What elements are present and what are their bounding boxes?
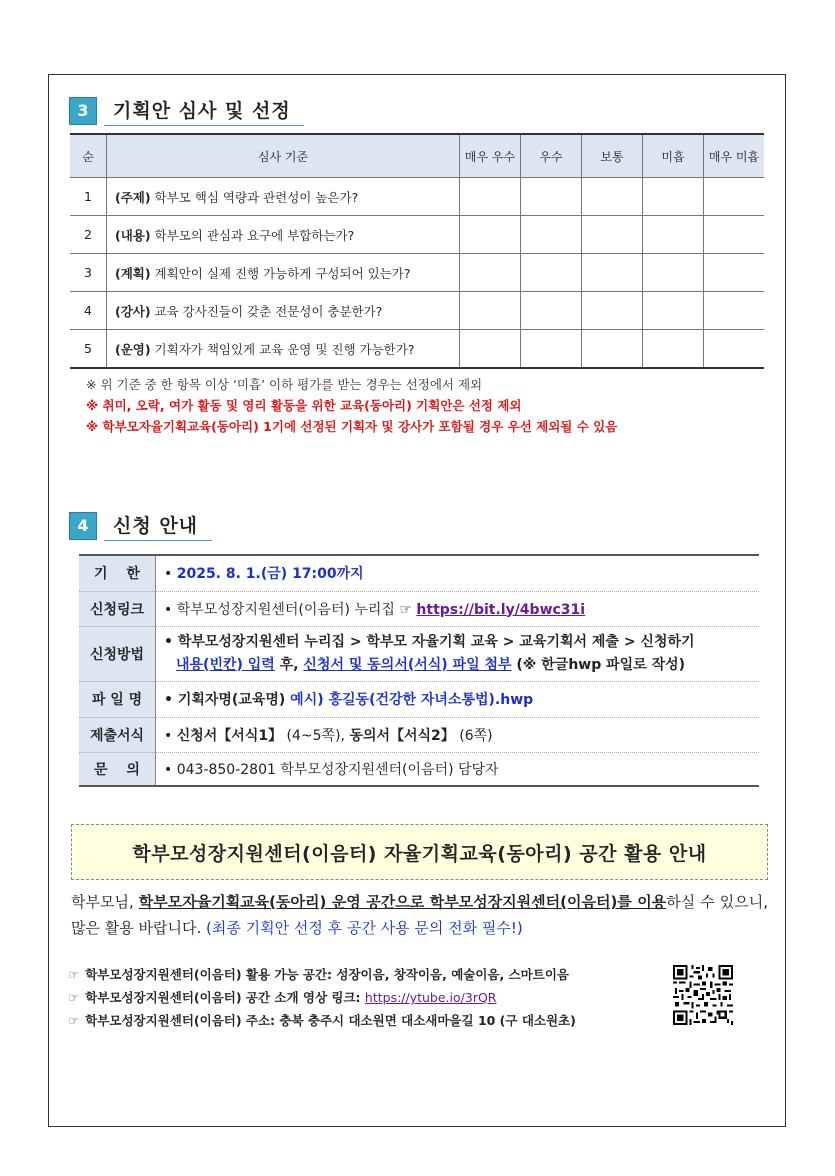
filename-example: 예시) 홍길동(건강한 자녀소통법).hwp: [290, 692, 534, 708]
list-item: [68, 1009, 576, 1032]
table-row: [79, 555, 759, 591]
method-note: (※ 한글hwp 파일로 작성): [511, 656, 686, 673]
pointing-hand-icon: ☞: [68, 990, 80, 1005]
section-underline: [104, 540, 212, 541]
section-underline: [104, 125, 304, 126]
section-number: 3: [69, 97, 97, 125]
rating-cell[interactable]: [643, 292, 704, 330]
rating-cell[interactable]: [704, 292, 765, 330]
evaluation-table: [70, 133, 764, 369]
note-item-warning: ※ 취미, 오락, 여가 활동 및 영리 활동을 위한 교육(동아리) 기획안은 선정 제외: [86, 398, 522, 413]
table-row: [79, 681, 759, 717]
method-text: 후,: [274, 656, 304, 673]
method-input-link: 내용(빈칸) 입력: [176, 656, 275, 673]
header-no: 순: [70, 134, 107, 178]
row-criterion: [107, 292, 460, 330]
selection-notes: [86, 374, 617, 437]
deadline-value: 2025. 8. 1.(금) 17:00까지: [176, 566, 364, 583]
rating-cell[interactable]: [643, 216, 704, 254]
criterion-tag: (계획): [115, 265, 151, 281]
list-item: [68, 986, 576, 1009]
qr-code-icon[interactable]: [673, 965, 733, 1025]
rating-cell[interactable]: [460, 254, 521, 292]
method-line1: 학부모성장지원센터 누리집 > 학부모 자율기획 교육 > 교육기획서 제출 > 신청하기: [177, 633, 695, 650]
note-item: ※ 위 기준 중 한 항목 이상 ‘미흡’ 이하 평가를 받는 경우는 선정에서 제외: [86, 377, 483, 392]
video-link[interactable]: https://ytube.io/3rQR: [364, 990, 497, 1005]
link-prefix: 학부모성장지원센터(이음터) 누리집 ☞: [176, 601, 417, 618]
rating-cell[interactable]: [582, 254, 643, 292]
rating-cell[interactable]: [460, 292, 521, 330]
info-value: 충북 충주시 대소원면 대소새마을길 10 (구 대소원초): [279, 1013, 576, 1028]
row-criterion: [107, 178, 460, 216]
criterion-tag: (내용): [115, 227, 151, 243]
rating-cell[interactable]: [460, 330, 521, 369]
rating-cell[interactable]: [582, 330, 643, 369]
section-title: 신청 안내: [113, 515, 199, 537]
row-criterion: [107, 330, 460, 369]
rating-cell[interactable]: [460, 178, 521, 216]
contact-value: 043-850-2801 학부모성장지원센터(이음터) 담당자: [176, 761, 499, 778]
table-row: [79, 591, 759, 626]
criterion-tag: (주제): [115, 189, 151, 205]
table-row: [70, 330, 764, 369]
row-number: 4: [70, 292, 107, 330]
space-guide-paragraph: [71, 889, 768, 941]
application-table: [79, 554, 759, 787]
row-number: 1: [70, 178, 107, 216]
space-info-list: [68, 963, 576, 1032]
criterion-text: 학부모의 관심과 요구에 부합하는가?: [150, 227, 355, 243]
row-value: • 학부모성장지원센터(이음터) 누리집 ☞ https://bit.ly/4bwc31i: [156, 591, 760, 626]
info-label: 학부모성장지원센터(이음터) 주소:: [85, 1013, 280, 1028]
row-value: • 신청서【서식1】 (4~5쪽), 동의서【서식2】 (6쪽): [156, 717, 760, 752]
criterion-text: 기획자가 책임있게 교육 운영 및 진행 가능한가?: [150, 341, 415, 357]
header-poor: 미흡: [643, 134, 704, 178]
rating-cell[interactable]: [521, 178, 582, 216]
info-value: 성장이음, 창작이음, 예술이음, 스마트이음: [336, 967, 569, 982]
pointing-hand-icon: ☞: [68, 967, 80, 982]
rating-cell[interactable]: [521, 330, 582, 369]
rating-cell[interactable]: [582, 178, 643, 216]
filename-format: 기획자명(교육명): [177, 692, 291, 708]
row-label: 제출서식: [79, 717, 156, 752]
row-number: 3: [70, 254, 107, 292]
rating-cell[interactable]: [521, 292, 582, 330]
row-criterion: [107, 216, 460, 254]
criterion-tag: (강사): [115, 303, 151, 319]
rating-cell[interactable]: [643, 254, 704, 292]
row-criterion: [107, 254, 460, 292]
row-label: 파 일 명: [79, 681, 156, 717]
rating-cell[interactable]: [521, 216, 582, 254]
row-label: 신청방법: [79, 626, 156, 681]
list-item: [68, 963, 576, 986]
pointing-hand-icon: ☞: [68, 1013, 80, 1028]
header-good: 우수: [521, 134, 582, 178]
row-label: 신청링크: [79, 591, 156, 626]
table-header-row: [70, 134, 764, 178]
rating-cell[interactable]: [643, 330, 704, 369]
method-attach-link: 신청서 및 동의서(서식) 파일 첨부: [303, 656, 512, 673]
table-row: [70, 292, 764, 330]
rating-cell[interactable]: [704, 178, 765, 216]
para-greeting: 학부모님,: [71, 893, 139, 911]
section-4-header: [69, 511, 206, 540]
criterion-text: 계획안이 실제 진행 가능하게 구성되어 있는가?: [150, 265, 411, 281]
header-very-poor: 매우 미흡: [704, 134, 765, 178]
header-excellent: 매우 우수: [460, 134, 521, 178]
form-2: 동의서【서식2】: [349, 727, 455, 744]
header-average: 보통: [582, 134, 643, 178]
table-row: [70, 254, 764, 292]
row-value: • 기획자명(교육명) 예시) 홍길동(건강한 자녀소통법).hwp: [156, 681, 760, 717]
table-row: [70, 178, 764, 216]
note-item-warning: ※ 학부모자율기획교육(동아리) 1기에 선정된 기획자 및 강사가 포함될 경우 우선 제외될 수 있음: [86, 419, 618, 434]
rating-cell[interactable]: [643, 178, 704, 216]
row-value: • 학부모성장지원센터 누리집 > 학부모 자율기획 교육 > 교육기획서 제출 > 신청하기 내용(빈칸) 입력 후, 신청서 및 동의서(서식) 파일 첨부 (※ 한글hwp 파일로 작성): [156, 626, 760, 681]
criterion-tag: (운영): [115, 341, 151, 357]
section-number: 4: [69, 512, 97, 540]
table-row: [79, 717, 759, 752]
para-emphasis: 학부모자율기획교육(동아리) 운영 공간으로 학부모성장지원센터(이음터)를 이용: [138, 893, 667, 911]
row-label: 기 한: [79, 555, 156, 591]
rating-cell[interactable]: [704, 254, 765, 292]
criterion-text: 교육 강사진들이 갖춘 전문성이 충분한가?: [150, 303, 383, 319]
criterion-text: 학부모 핵심 역량과 관련성이 높은가?: [150, 189, 359, 205]
rating-cell[interactable]: [521, 254, 582, 292]
form-1-pages: (4~5쪽),: [282, 727, 350, 744]
table-row: [79, 626, 759, 681]
application-link[interactable]: https://bit.ly/4bwc31i: [416, 601, 586, 618]
table-row: [70, 216, 764, 254]
row-value: • 2025. 8. 1.(금) 17:00까지: [156, 555, 760, 591]
rating-cell[interactable]: [582, 292, 643, 330]
header-criteria: 심사 기준: [107, 134, 460, 178]
info-label: 학부모성장지원센터(이음터) 공간 소개 영상 링크:: [85, 990, 365, 1005]
info-label: 학부모성장지원센터(이음터) 활용 가능 공간:: [85, 967, 337, 982]
section-3-header: [69, 96, 299, 125]
rating-cell[interactable]: [704, 216, 765, 254]
form-2-pages: (6쪽): [454, 727, 493, 744]
rating-cell[interactable]: [704, 330, 765, 369]
para-notice: (최종 기획안 선정 후 공간 사용 문의 전화 필수!): [206, 919, 523, 937]
form-1: 신청서【서식1】: [176, 727, 283, 744]
rating-cell[interactable]: [582, 216, 643, 254]
table-row: [79, 752, 759, 786]
row-value: • 043-850-2801 학부모성장지원센터(이음터) 담당자: [156, 752, 760, 786]
rating-cell[interactable]: [460, 216, 521, 254]
row-number: 2: [70, 216, 107, 254]
section-title: 기획안 심사 및 선정: [113, 100, 291, 122]
space-guide-banner: 학부모성장지원센터(이음터) 자율기획교육(동아리) 공간 활용 안내: [71, 824, 768, 880]
row-number: 5: [70, 330, 107, 369]
para-text: 하실 수 있으니, 많은 활용 바랍니다.: [71, 893, 768, 937]
row-label: 문 의: [79, 752, 156, 786]
